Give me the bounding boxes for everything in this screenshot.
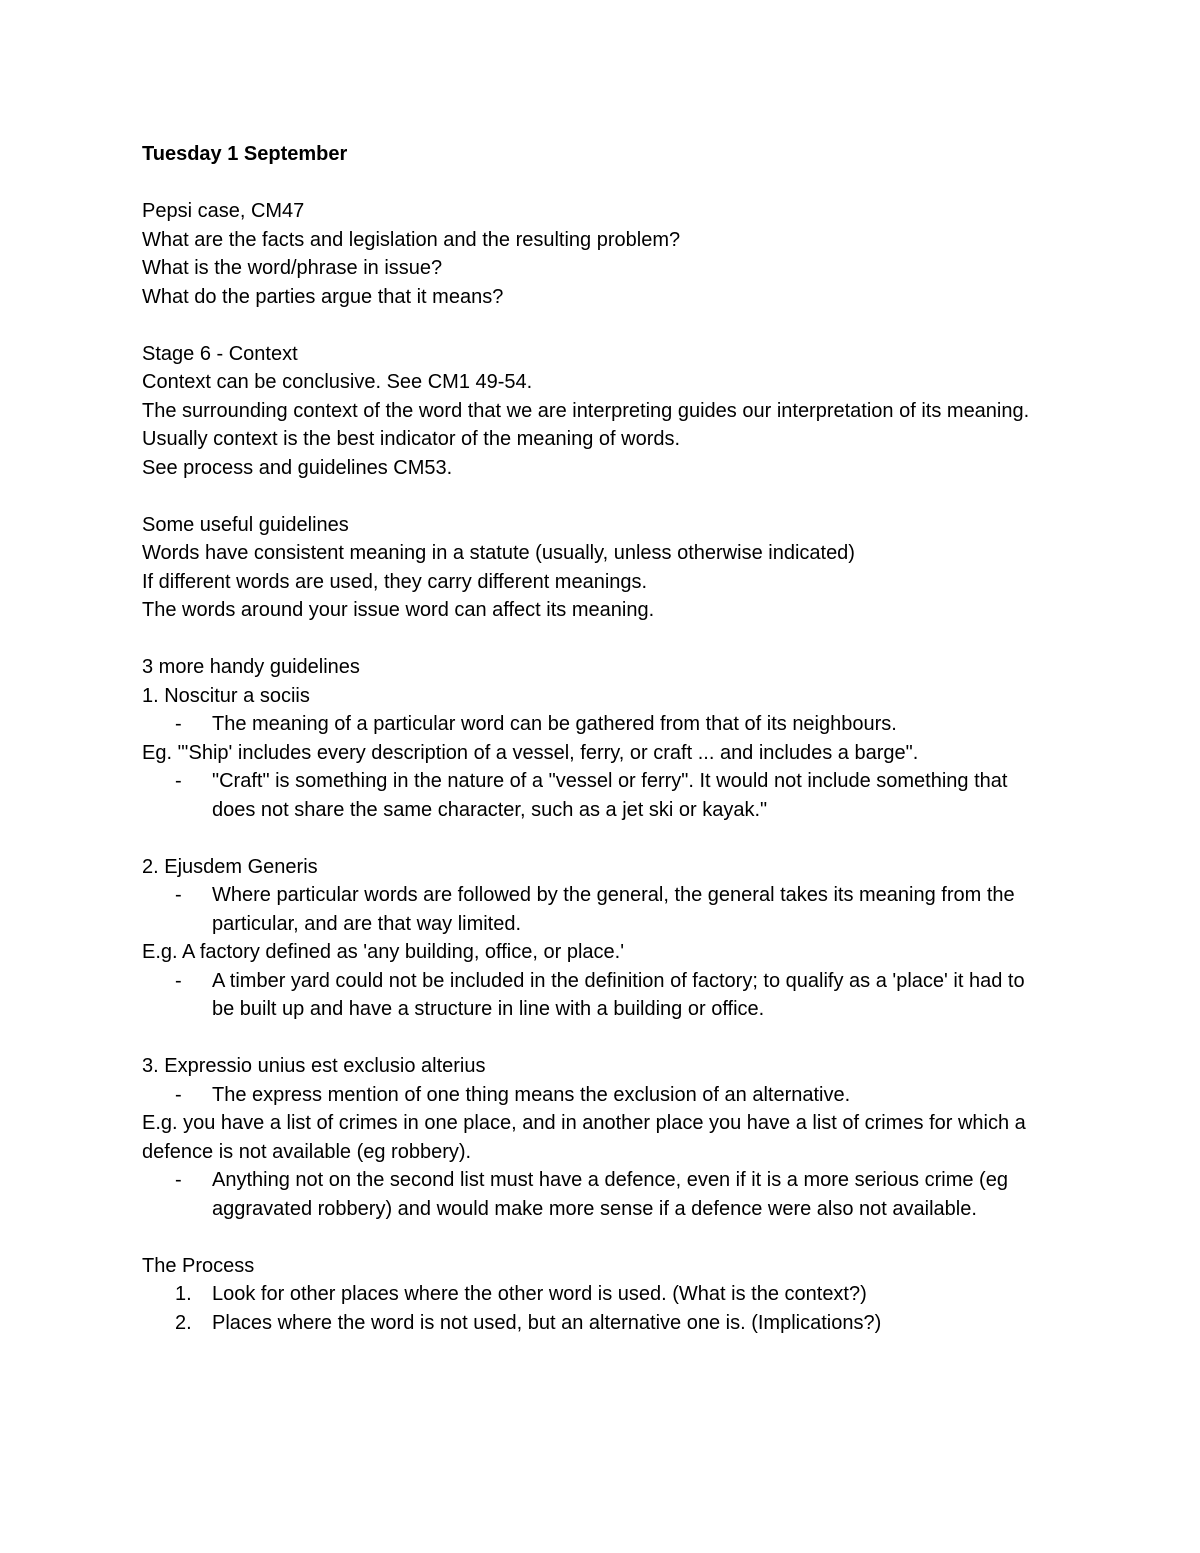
intro-line: What is the word/phrase in issue? <box>142 257 443 279</box>
bullet-dash: - <box>175 884 182 906</box>
bullet-text: Where particular words are followed by the general, the general takes its meaning from the particular, and are that way limited. <box>212 884 1015 935</box>
process-text: Places where the word is not used, but an alternative one is. (Implications?) <box>212 1311 882 1334</box>
spacer <box>142 482 1052 511</box>
stage6-heading: Stage 6 - Context <box>142 342 298 365</box>
bullet-text: The meaning of a particular word can be gathered from that of its neighbours. <box>212 713 897 735</box>
useful-line: The words around your issue word can affect its meaning. <box>142 599 655 621</box>
bullet-dash: - <box>175 1169 182 1191</box>
bullet-dash: - <box>175 969 182 992</box>
spacer <box>142 169 1052 198</box>
bullet-item <box>142 967 1052 1024</box>
intro-line: What do the parties argue that it means? <box>142 285 504 308</box>
bullet-text: The express mention of one thing means the exclusion of an alternative. <box>212 1083 851 1106</box>
guideline-3-heading: 3. Expressio unius est exclusio alterius <box>142 1055 486 1077</box>
example-line: E.g. A factory defined as 'any building, office, or place.' <box>142 941 625 963</box>
document-page <box>142 140 1052 1337</box>
spacer <box>142 1223 1052 1252</box>
intro-line: Pepsi case, CM47 <box>142 200 305 222</box>
spacer <box>142 1024 1052 1053</box>
guideline-2-heading: 2. Ejusdem Generis <box>142 855 318 878</box>
bullet-text: A timber yard could not be included in the definition of factory; to qualify as a 'place' it had to be built up and have a structure in line with a building or office. <box>212 969 1025 1020</box>
spacer <box>142 625 1052 654</box>
handy-heading: 3 more handy guidelines <box>142 656 360 678</box>
stage6-line: Usually context is the best indicator of the meaning of words. <box>142 428 681 450</box>
bullet-text: "Craft" is something in the nature of a "vessel or ferry". It would not include something that does not share the same character, such as a jet ski or kayak." <box>212 770 1008 821</box>
stage6-line: See process and guidelines CM53. <box>142 456 453 479</box>
guideline-1-heading: 1. Noscitur a sociis <box>142 684 310 707</box>
bullet-dash: - <box>175 713 182 735</box>
useful-heading: Some useful guidelines <box>142 513 349 536</box>
bullet-dash: - <box>175 1083 182 1106</box>
useful-line: Words have consistent meaning in a statute (usually, unless otherwise indicated) <box>142 542 855 564</box>
intro-line: What are the facts and legislation and the resulting problem? <box>142 228 681 251</box>
process-item <box>142 1309 1052 1338</box>
bullet-item <box>142 710 1052 739</box>
process-number: 1. <box>175 1283 192 1305</box>
bullet-item <box>142 881 1052 938</box>
process-number: 2. <box>175 1311 192 1334</box>
stage6-line: The surrounding context of the word that we are interpreting guides our interpretation of its meaning. <box>142 399 1030 422</box>
useful-line: If different words are used, they carry different meanings. <box>142 570 648 593</box>
process-item <box>142 1280 1052 1309</box>
spacer <box>142 824 1052 853</box>
bullet-item <box>142 1166 1052 1223</box>
spacer <box>142 311 1052 340</box>
bullet-text: Anything not on the second list must have a defence, even if it is a more serious crime (eg aggravated robbery) and would make more sense if a defence were also not available. <box>212 1169 1008 1220</box>
example-line: Eg. "'Ship' includes every description of a vessel, ferry, or craft ... and includes a barge". <box>142 741 919 764</box>
process-heading: The Process <box>142 1254 255 1277</box>
bullet-item <box>142 767 1052 824</box>
bullet-dash: - <box>175 770 182 792</box>
example-line: E.g. you have a list of crimes in one place, and in another place you have a list of crimes for which a defence is not available (eg robbery). <box>142 1112 1026 1163</box>
bullet-item <box>142 1081 1052 1110</box>
page-title: Tuesday 1 September <box>142 143 348 165</box>
process-text: Look for other places where the other word is used. (What is the context?) <box>212 1283 867 1305</box>
stage6-line: Context can be conclusive. See CM1 49-54. <box>142 371 533 393</box>
